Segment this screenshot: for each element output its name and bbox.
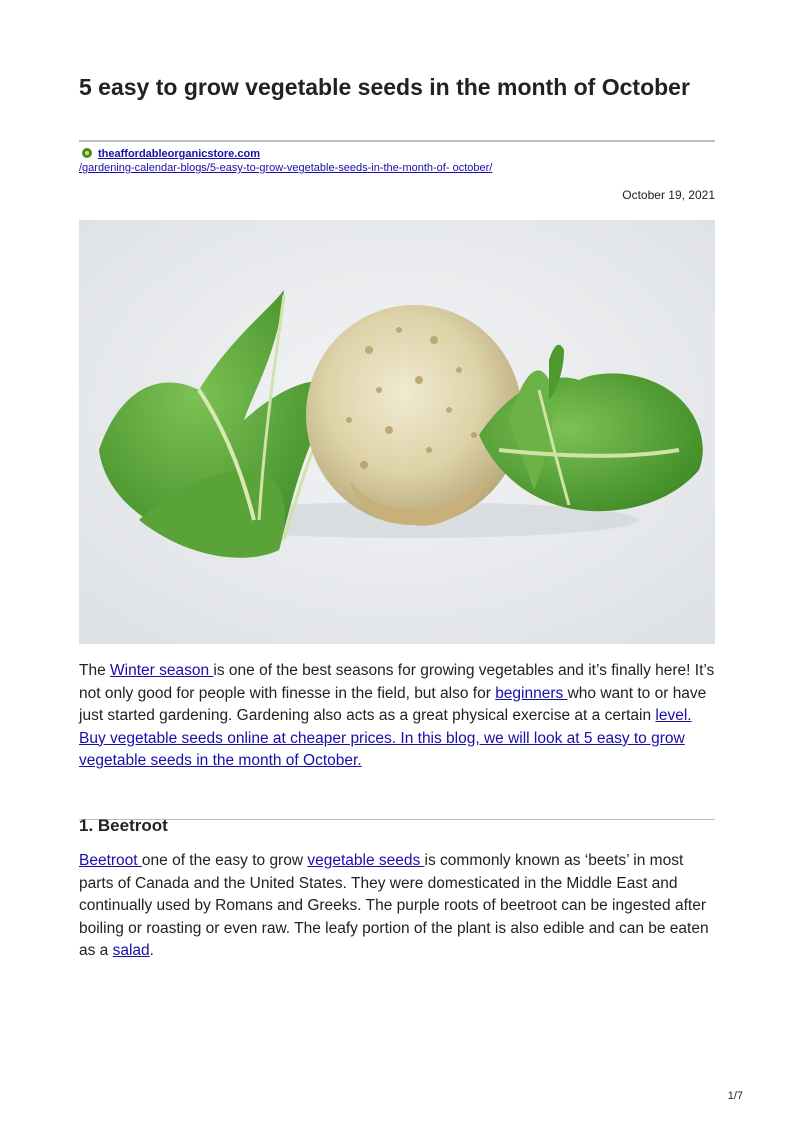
beetroot-text-1: one of the easy to grow <box>141 852 308 869</box>
vegetable-seeds-link[interactable]: vegetable seeds <box>307 852 425 869</box>
intro-text-1: The <box>79 662 111 679</box>
source-domain-link[interactable]: theaffordableorganicstore.com <box>98 148 260 160</box>
beetroot-text-2: is commonly known as ‘beets’ in most parts of Canada and the United States. They were domesticated in the Middle East and continually used by Romans and Greeks. The purple roots of beetroot can be ingested after boiling or roasting or even raw. The leafy portion of the plant is also edible and can be eaten as a <box>79 852 709 959</box>
beetroot-text-3: . <box>149 942 154 959</box>
publish-date: October 19, 2021 <box>622 188 715 202</box>
section-divider <box>79 819 715 820</box>
intro-text-2: is one of the best seasons for growing vegetables and it’s finally here! It’s not only good for people with finesse in the field, but also for <box>79 662 715 702</box>
celeriac-bok-choy-photo <box>79 220 715 644</box>
beetroot-link[interactable]: Beetroot <box>79 852 142 869</box>
winter-season-link[interactable]: Winter season <box>110 662 214 679</box>
section-heading-beetroot: 1. Beetroot <box>79 816 168 835</box>
beetroot-paragraph <box>79 850 715 963</box>
page-title: 5 easy to grow vegetable seeds in the month of October <box>79 74 690 100</box>
intro-text-3: who want to or have just started gardening. Gardening also acts as a great physical exercise at a certain <box>79 684 707 724</box>
intro-paragraph <box>79 660 715 773</box>
buy-vegetable-seeds-link[interactable]: level. Buy vegetable seeds online at cheaper prices. In this blog, we will look at 5 easy to grow vegetable seeds in the month of October. <box>79 707 692 769</box>
title-divider <box>79 140 715 142</box>
beginners-link[interactable]: beginners <box>495 684 568 702</box>
source-path-link[interactable]: /gardening-calendar-blogs/5-easy-to-grow-vegetable-seeds-in-the-month-of- october/ <box>79 162 493 174</box>
source-url <box>79 147 715 175</box>
salad-link[interactable]: salad <box>112 942 150 959</box>
store-logo-icon <box>82 148 92 158</box>
hero-image <box>79 220 715 644</box>
page-number: 1/7 <box>727 1090 743 1102</box>
